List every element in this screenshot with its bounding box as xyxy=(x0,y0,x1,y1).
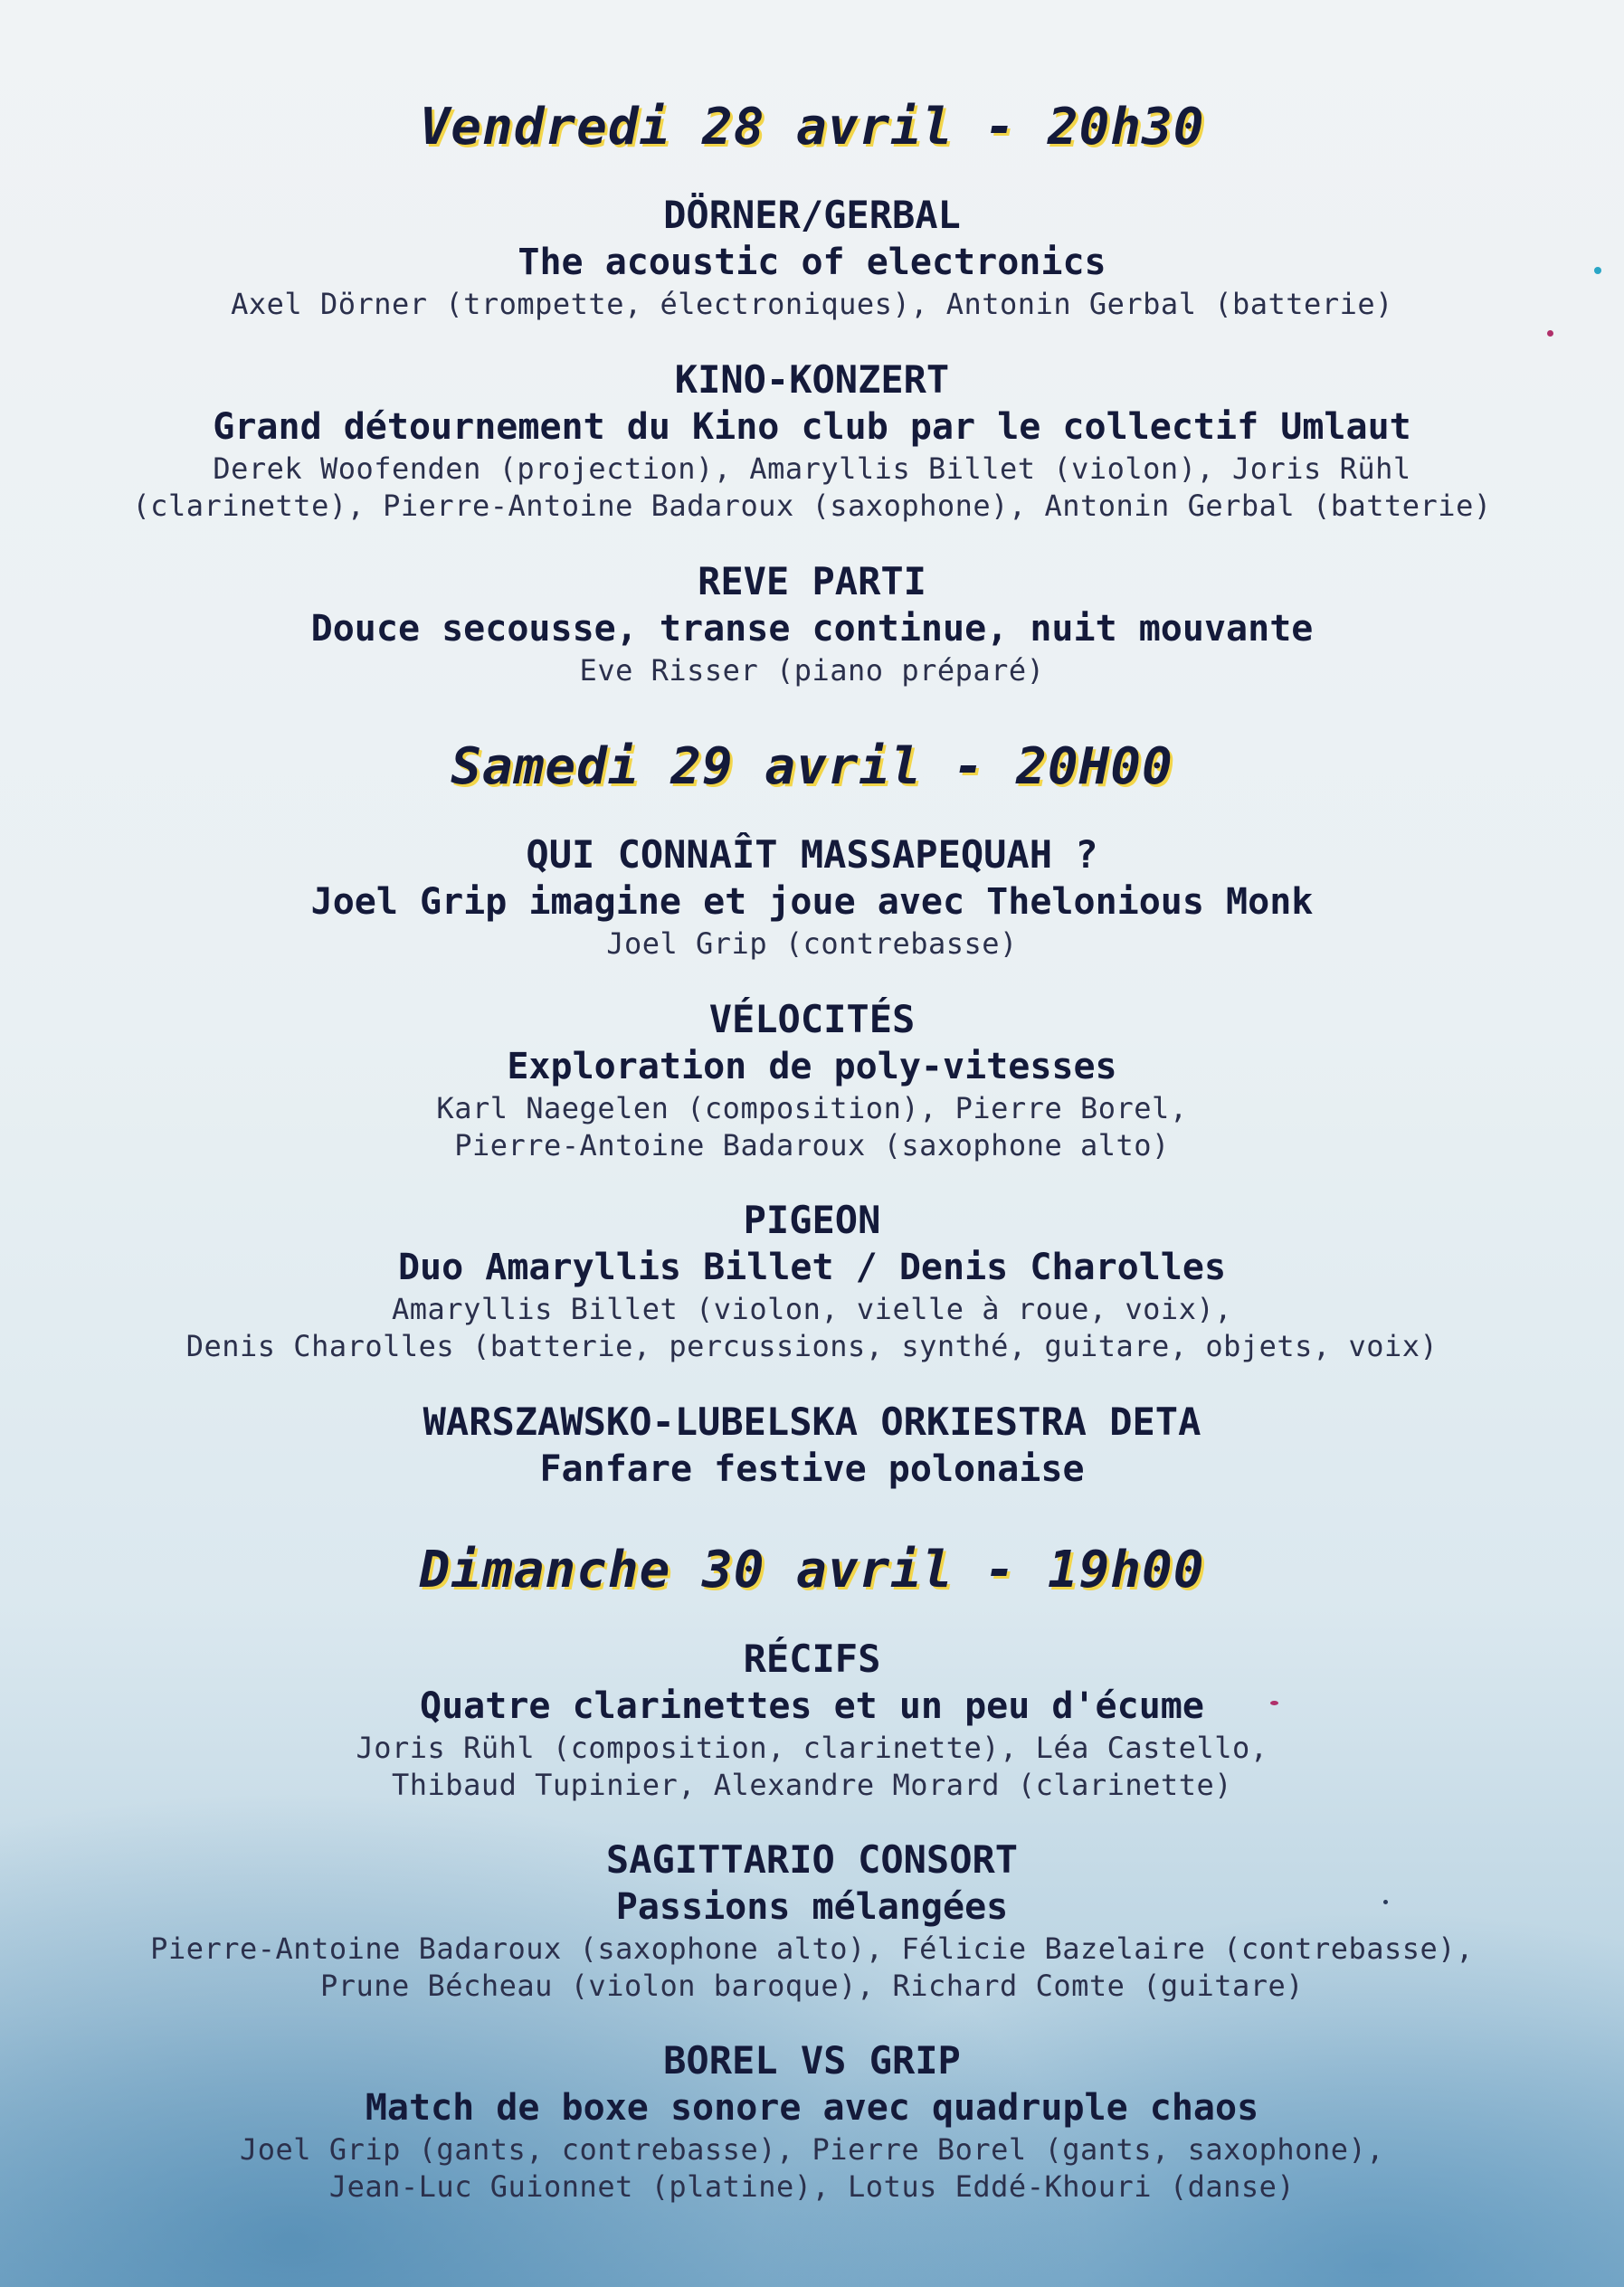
performers-line: Pierre-Antoine Badaroux (saxophone alto), Félicie Bazelaire (contrebasse), xyxy=(150,1931,1474,1966)
concert-title: QUI CONNAÎT MASSAPEQUAH ? xyxy=(526,832,1098,877)
performers-line: Joel Grip (gants, contrebasse), Pierre Borel (gants, saxophone), xyxy=(240,2132,1384,2167)
concert-subtitle: Fanfare festive polonaise xyxy=(539,1448,1085,1490)
paint-speck xyxy=(1547,330,1553,337)
performers-line: Denis Charolles (batterie, percussions, synthé, guitare, objets, voix) xyxy=(185,1329,1439,1363)
concert-subtitle: Douce secousse, transe continue, nuit mouvante xyxy=(310,608,1314,650)
performers-line: Derek Woofenden (projection), Amaryllis Billet (violon), Joris Rühl xyxy=(213,451,1411,486)
concert-block xyxy=(0,192,1624,323)
performers-line: (clarinette), Pierre-Antoine Badaroux (saxophone), Antonin Gerbal (batterie) xyxy=(132,489,1492,523)
performers-line: Joris Rühl (composition, clarinette), Léa Castello, xyxy=(356,1731,1268,1765)
concert-subtitle: Passions mélangées xyxy=(615,1886,1009,1928)
performers-line: Pierre-Antoine Badaroux (saxophone alto) xyxy=(454,1128,1170,1162)
performers-line: Amaryllis Billet (violon, vielle à roue, voix), xyxy=(392,1292,1232,1326)
concert-performers xyxy=(0,1291,1624,1365)
performers-line: Karl Naegelen (composition), Pierre Borel, xyxy=(436,1091,1188,1125)
concert-title: VÉLOCITÉS xyxy=(708,997,916,1041)
day-heading: Vendredi 28 avril - 20h30 xyxy=(419,98,1205,157)
concert-title: DÖRNER/GERBAL xyxy=(663,193,961,237)
concert-performers xyxy=(0,1931,1624,2005)
concert-performers xyxy=(0,1090,1624,1164)
performers-line: Thibaud Tupinier, Alexandre Morard (clarinette) xyxy=(392,1768,1232,1802)
concert-block xyxy=(0,996,1624,1164)
performers-line: Jean-Luc Guionnet (platine), Lotus Eddé-Khouri (danse) xyxy=(328,2169,1296,2204)
concert-performers xyxy=(0,652,1624,689)
concert-title: WARSZAWSKO-LUBELSKA ORKIESTRA DETA xyxy=(423,1400,1201,1444)
concert-block xyxy=(0,1836,1624,2005)
concert-subtitle: Quatre clarinettes et un peu d'écume xyxy=(420,1685,1204,1727)
concert-block xyxy=(0,1197,1624,1365)
performers-line: Eve Risser (piano préparé) xyxy=(579,653,1045,688)
concert-performers xyxy=(0,925,1624,963)
concert-title: BOREL VS GRIP xyxy=(663,2038,961,2083)
concert-block xyxy=(0,2037,1624,2206)
performers-line: Axel Dörner (trompette, électroniques), Antonin Gerbal (batterie) xyxy=(231,287,1393,321)
concert-title: REVE PARTI xyxy=(698,559,926,603)
concert-subtitle: Duo Amaryllis Billet / Denis Charolles xyxy=(397,1247,1227,1288)
concert-performers xyxy=(0,1730,1624,1804)
concert-subtitle: Exploration de poly-vitesses xyxy=(507,1046,1117,1087)
performers-line: Joel Grip (contrebasse) xyxy=(606,926,1018,961)
concert-subtitle: The acoustic of electronics xyxy=(518,242,1106,283)
concert-block xyxy=(0,356,1624,525)
concert-block xyxy=(0,558,1624,689)
concert-performers xyxy=(0,451,1624,525)
day-heading: Samedi 29 avril - 20H00 xyxy=(451,737,1173,796)
concert-subtitle: Joel Grip imagine et joue avec Thelonious Monk xyxy=(310,881,1314,923)
concert-title: RÉCIFS xyxy=(743,1637,881,1681)
concert-block xyxy=(0,831,1624,963)
concert-block xyxy=(0,1399,1624,1493)
concert-subtitle: Grand détournement du Kino club par le collectif Umlaut xyxy=(213,406,1411,448)
day-heading: Dimanche 30 avril - 19h00 xyxy=(419,1541,1205,1599)
concert-performers xyxy=(0,2131,1624,2206)
concert-title: PIGEON xyxy=(743,1198,881,1242)
concert-block xyxy=(0,1636,1624,1804)
concert-subtitle: Match de boxe sonore avec quadruple chaos xyxy=(365,2087,1259,2129)
performers-line: Prune Bécheau (violon baroque), Richard Comte (guitare) xyxy=(319,1969,1305,2003)
concert-title: SAGITTARIO CONSORT xyxy=(605,1837,1019,1882)
concert-performers xyxy=(0,286,1624,323)
concert-title: KINO-KONZERT xyxy=(674,357,950,402)
